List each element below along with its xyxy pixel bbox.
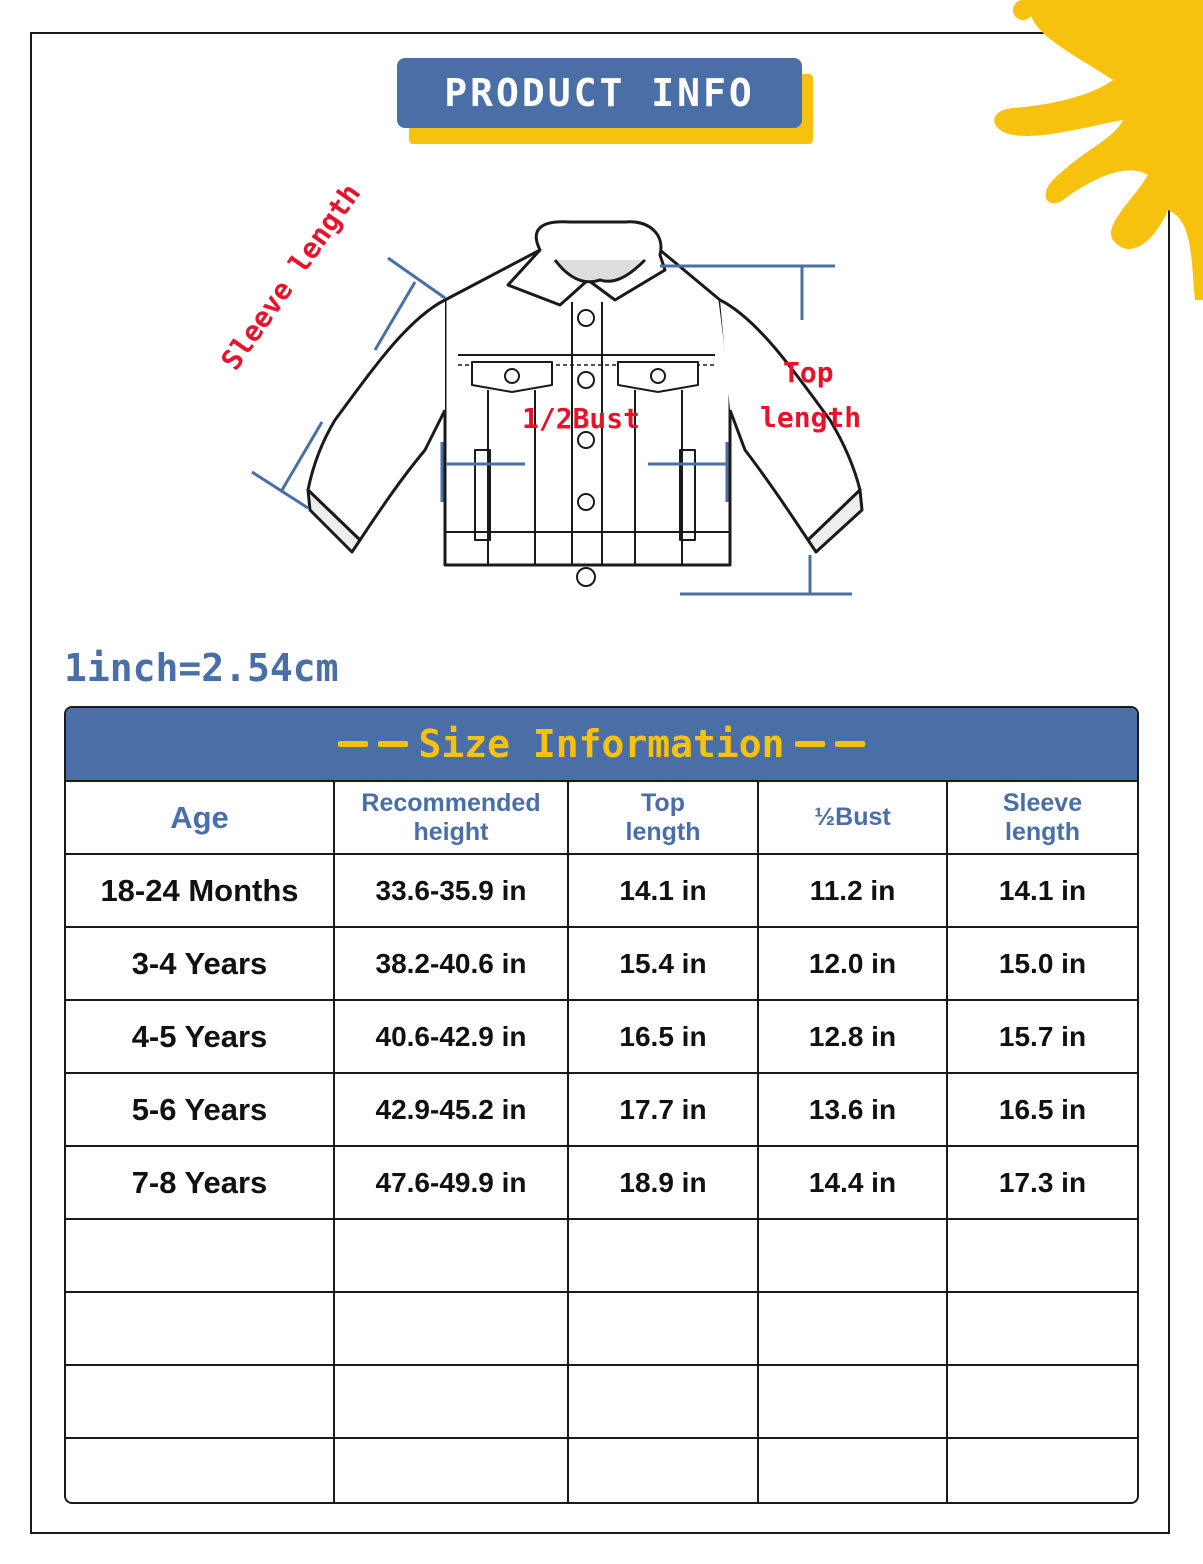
empty-cell: [759, 1293, 948, 1366]
header-sleeve-length: Sleeve length: [948, 782, 1137, 855]
empty-cell: [759, 1366, 948, 1439]
cell-sleeve-length: 17.3 in: [948, 1147, 1137, 1220]
cell-top-length: 15.4 in: [569, 928, 759, 1001]
cell-half-bust: 14.4 in: [759, 1147, 948, 1220]
dash-decoration: [835, 741, 865, 747]
empty-cell: [335, 1366, 569, 1439]
sleeve-length-label: Sleeve length: [214, 177, 368, 376]
size-table-title: Size Information: [418, 722, 785, 766]
empty-cell: [335, 1439, 569, 1504]
empty-cell: [569, 1366, 759, 1439]
cell-half-bust: 11.2 in: [759, 855, 948, 928]
paint-splash-decoration: [963, 0, 1203, 300]
empty-cell: [569, 1439, 759, 1504]
empty-cell: [948, 1220, 1137, 1293]
empty-cell: [759, 1220, 948, 1293]
header-height: Recommended height: [335, 782, 569, 855]
size-table-header: [66, 708, 1137, 782]
empty-cell: [948, 1439, 1137, 1504]
empty-cell: [335, 1293, 569, 1366]
unit-conversion-note: 1inch=2.54cm: [64, 646, 339, 690]
dash-decoration: [338, 741, 368, 747]
empty-cell: [66, 1366, 335, 1439]
cell-top-length: 17.7 in: [569, 1074, 759, 1147]
cell-sleeve-length: 15.0 in: [948, 928, 1137, 1001]
empty-cell: [335, 1220, 569, 1293]
cell-height: 38.2-40.6 in: [335, 928, 569, 1001]
empty-cell: [569, 1220, 759, 1293]
cell-half-bust: 12.0 in: [759, 928, 948, 1001]
header-half-bust: ½Bust: [759, 782, 948, 855]
empty-cell: [66, 1220, 335, 1293]
cell-height: 40.6-42.9 in: [335, 1001, 569, 1074]
dash-decoration: [378, 741, 408, 747]
size-grid: [66, 782, 1137, 1504]
cell-top-length: 16.5 in: [569, 1001, 759, 1074]
cell-sleeve-length: 14.1 in: [948, 855, 1137, 928]
cell-height: 33.6-35.9 in: [335, 855, 569, 928]
bust-label: 1/2Bust: [522, 402, 641, 435]
empty-cell: [759, 1439, 948, 1504]
page-title: PRODUCT INFO: [397, 58, 802, 128]
cell-half-bust: 13.6 in: [759, 1074, 948, 1147]
cell-age: 3-4 Years: [66, 928, 335, 1001]
cell-age: 7-8 Years: [66, 1147, 335, 1220]
cell-top-length: 18.9 in: [569, 1147, 759, 1220]
header-age: Age: [66, 782, 335, 855]
cell-height: 47.6-49.9 in: [335, 1147, 569, 1220]
header-top-length: Top length: [569, 782, 759, 855]
empty-cell: [948, 1366, 1137, 1439]
dash-decoration: [795, 741, 825, 747]
cell-age: 5-6 Years: [66, 1074, 335, 1147]
cell-height: 42.9-45.2 in: [335, 1074, 569, 1147]
cell-age: 4-5 Years: [66, 1001, 335, 1074]
empty-cell: [66, 1293, 335, 1366]
top-length-label-line2: length: [760, 401, 862, 434]
empty-cell: [66, 1439, 335, 1504]
cell-age: 18-24 Months: [66, 855, 335, 928]
cell-top-length: 14.1 in: [569, 855, 759, 928]
cell-half-bust: 12.8 in: [759, 1001, 948, 1074]
top-length-label-line1: Top: [783, 356, 834, 389]
empty-cell: [948, 1293, 1137, 1366]
cell-sleeve-length: 15.7 in: [948, 1001, 1137, 1074]
cell-sleeve-length: 16.5 in: [948, 1074, 1137, 1147]
size-table: [64, 706, 1139, 1504]
empty-cell: [569, 1293, 759, 1366]
